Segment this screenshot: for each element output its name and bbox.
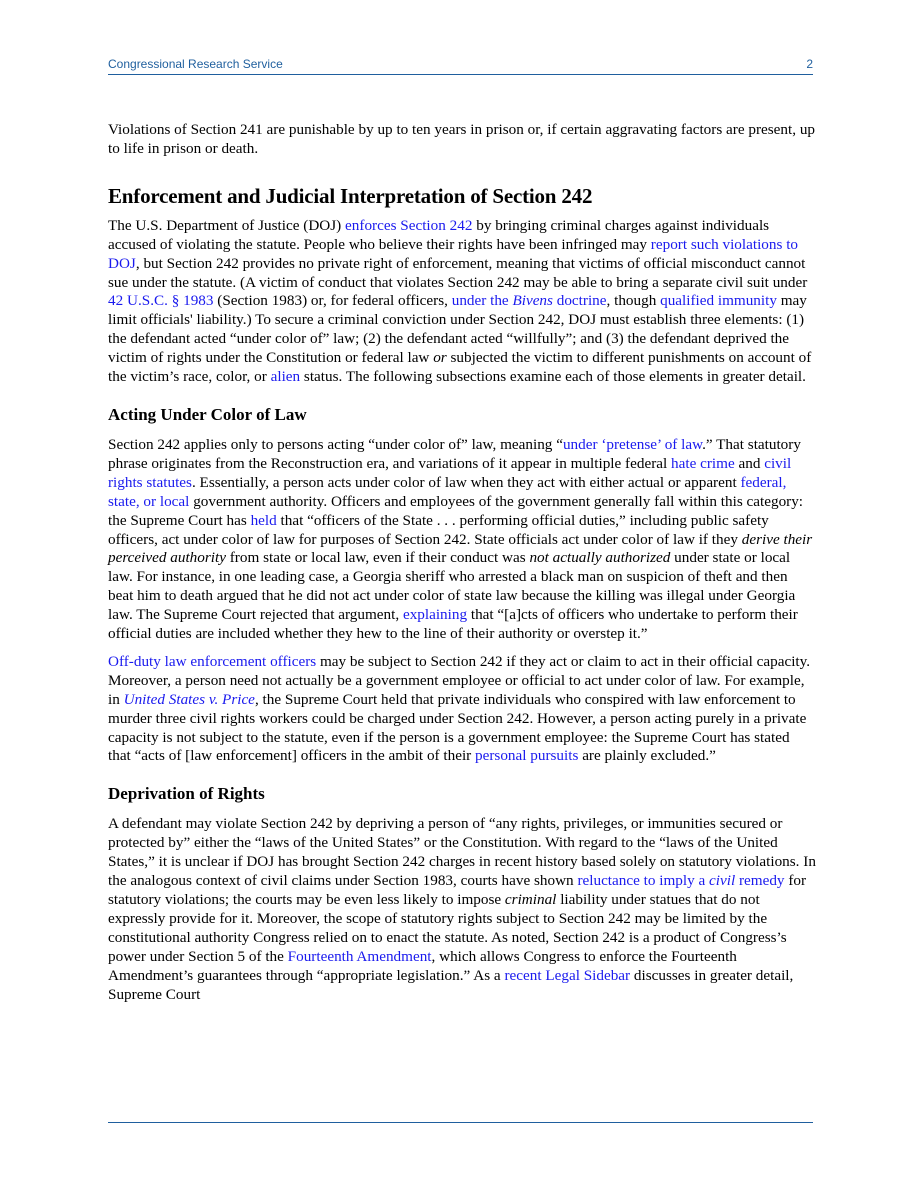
- section-heading-color-of-law: Acting Under Color of Law: [108, 404, 307, 424]
- link-under-pretense-of-law[interactable]: under ‘pretense’ of law: [562, 435, 703, 453]
- link-alien[interactable]: alien: [270, 368, 301, 386]
- link-explaining[interactable]: explaining: [402, 606, 468, 624]
- link-report-violations[interactable]: report such violations to DOJ: [108, 235, 799, 272]
- link-off-duty-officers[interactable]: Off-duty law enforcement officers: [108, 652, 317, 670]
- text-run: are plainly excluded.”: [578, 747, 716, 765]
- color-of-law-paragraph-2: [108, 653, 816, 766]
- text-run: for statutory violations; the courts may be even less likely to impose: [108, 872, 807, 908]
- text-run: that “[a]cts of officers who undertake to perform their official duties are included whether they hew to the line of their authority or overstep it.”: [108, 606, 798, 643]
- link-held[interactable]: held: [250, 511, 277, 529]
- header-divider: [108, 74, 813, 75]
- page-number: 2: [806, 57, 813, 71]
- link-enforces-section-242[interactable]: enforces Section 242: [345, 216, 473, 234]
- text-run: liability under statues that do not expressly provide for it. Moreover, the scope of statutory rights subject to Section 242 may be limited by the constitutional authority Congress relied on to enact the statute. As noted, Section 242 is a product of Congress’s power under Section 5 of the: [108, 891, 787, 965]
- link-text: under the: [451, 292, 513, 310]
- text-run: , though: [606, 292, 661, 310]
- text-run: .” That statutory phrase originates from the Reconstruction era, and variations of it appear in multiple federal: [108, 435, 801, 472]
- footer-divider: [108, 1122, 813, 1123]
- text-run: that “officers of the State . . . performing official duties,” including public safety officers, act under color of law for purposes of Section 242. State officials act under color of law if they: [108, 511, 769, 548]
- intro-paragraph: [108, 121, 816, 159]
- link-federal-state-local[interactable]: federal, state, or local: [108, 473, 787, 510]
- emphasis-text: or: [433, 349, 447, 367]
- text-run: status. The following subsections examine each of those elements in greater detail.: [300, 368, 806, 386]
- text-run: , which allows Congress to enforce the Fourteenth Amendment’s guarantees through “appropriate legislation.” As a: [108, 947, 737, 984]
- text-run: , the Supreme Court held that private individuals who conspired with law enforcement to murder three civil rights workers could be charged under Section 242. However, a person acting purely in a private capacity is not subject to the statute, even if the person is a government employee: the Supreme Court has stated that “acts of [law enforcement] officers in the ambit of their: [108, 690, 807, 765]
- text-run: . Essentially, a person acts under color of law when they act with either actual or apparent: [191, 473, 741, 491]
- text-run: subjected the victim to different punishments on account of the victim’s race, color, or: [108, 349, 812, 386]
- link-text: reluctance to imply a: [577, 872, 710, 890]
- text-run: A defendant may violate Section 242 by depriving a person of “any rights, privileges, or immunities secured or protected by” either the “laws of the United States” or the Constitution. With regard to the “laws of the United States,” it is unclear if DOJ has brought Section 242 charges in recent history based solely on statutory violations. In the analogous context of civil claims under Section 1983, courts have shown: [108, 815, 816, 890]
- link-text: doctrine: [552, 292, 607, 310]
- text-run: by bringing criminal charges against individuals accused of violating the statute. People who believe their rights have been infringed may: [108, 216, 770, 253]
- section-heading-enforcement: Enforcement and Judicial Interpretation of Section 242: [108, 183, 593, 208]
- text-run: may limit officials' liability.) To secure a criminal conviction under Section 242, DOJ must establish three elements: (1) the defendant acted “under color of” law; (2) the defendant acted “willfully”; and (3) the defendant deprived the victim of rights under the Constitution or federal law: [108, 292, 807, 367]
- header-org-name: Congressional Research Service: [108, 57, 283, 71]
- document-body: [108, 121, 816, 1013]
- link-fourteenth-amendment[interactable]: Fourteenth Amendment: [287, 947, 432, 965]
- emphasis-text: not actually authorized: [529, 549, 671, 567]
- link-united-states-v-price[interactable]: [124, 691, 255, 708]
- link-reluctance-civil-remedy[interactable]: [577, 872, 784, 889]
- text-run: from state or local law, even if their conduct was: [225, 549, 530, 567]
- text-run: may be subject to Section 242 if they act or claim to act in their official capacity. Moreover, a person need not actually be a government employee or official to act under color of law. For example, in: [108, 652, 811, 708]
- text-run: , but Section 242 provides no private right of enforcement, meaning that victims of official misconduct cannot sue under the statute. (A victim of conduct that violates Section 242 may be able to bring a separate civil suit under: [108, 254, 808, 291]
- text-run: Violations of Section 241 are punishable by up to ten years in prison or, if certain aggravating factors are present, up to life in prison or death.: [108, 121, 816, 157]
- link-personal-pursuits[interactable]: personal pursuits: [475, 747, 579, 765]
- link-civil-rights-statutes[interactable]: civil rights statutes: [108, 454, 792, 491]
- enforcement-paragraph: [108, 217, 816, 387]
- link-text: remedy: [735, 872, 785, 890]
- color-of-law-paragraph-1: [108, 436, 816, 644]
- emphasis-text: criminal: [504, 891, 557, 908]
- link-qualified-immunity[interactable]: qualified immunity: [660, 292, 777, 310]
- text-run: under state or local law. For instance, in one leading case, a Georgia sheriff who arrested a black man on suspicion of theft and then beat him to death argued that he did not act under color of state law because the killing was illegal under Georgia law. The Supreme Court rejected that argument,: [108, 549, 796, 624]
- link-text-italic: United States v. Price: [123, 690, 255, 708]
- link-bivens-doctrine[interactable]: [452, 292, 607, 309]
- text-run: and: [734, 454, 765, 472]
- section-heading-deprivation: Deprivation of Rights: [108, 784, 265, 804]
- link-recent-legal-sidebar[interactable]: recent Legal Sidebar: [504, 966, 631, 984]
- link-text-italic: Bivens: [512, 292, 553, 310]
- text-run: discusses in greater detail, Supreme Court: [108, 966, 794, 1003]
- link-42-usc-1983[interactable]: 42 U.S.C. § 1983: [108, 292, 214, 310]
- link-text-italic: civil: [709, 872, 736, 890]
- text-run: Section 242 applies only to persons acting “under color of” law, meaning “: [108, 435, 563, 453]
- link-hate-crime[interactable]: hate crime: [671, 454, 735, 472]
- emphasis-text: derive their perceived authority: [108, 530, 813, 567]
- text-run: government authority. Officers and employees of the government generally fall within this category: the Supreme Court has: [108, 492, 804, 529]
- text-run: (Section 1983) or, for federal officers,: [213, 292, 452, 310]
- deprivation-paragraph: [108, 815, 816, 1004]
- text-run: The U.S. Department of Justice (DOJ): [108, 216, 346, 234]
